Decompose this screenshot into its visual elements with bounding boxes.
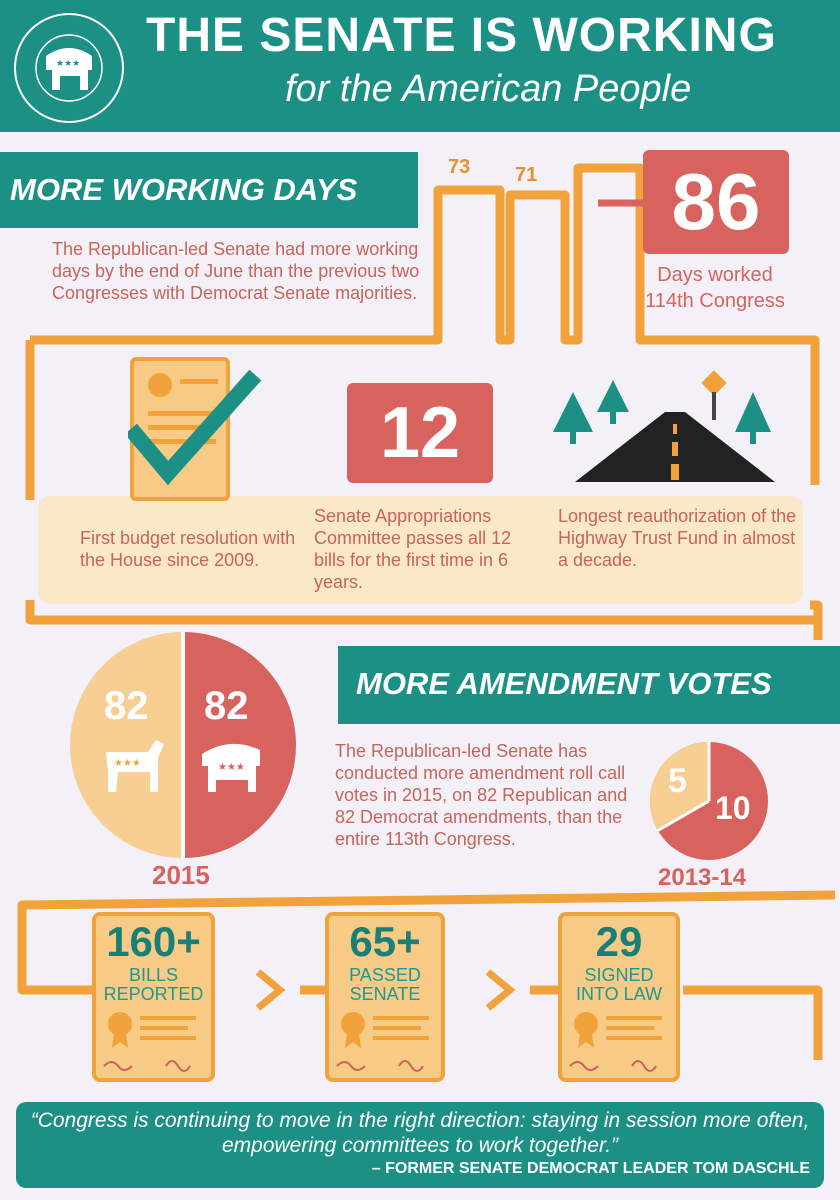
achievement-highway: Longest reauthorization of the Highway Trust Fund in almost a decade. xyxy=(558,506,797,570)
quote-text: “Congress is continuing to move in the right direction: staying in session more often, empowering committees to work together.” xyxy=(30,1109,810,1157)
bill-card-label-2: REPORTED xyxy=(103,984,204,1004)
page-subtitle: for the American People xyxy=(285,68,692,110)
bill-card-label-2: SENATE xyxy=(349,984,421,1004)
bill-card-number: 65+ xyxy=(349,918,421,965)
achievement-appropriations: Senate Appropriations Committee passes all 12 bills for the first time in 6 years. xyxy=(314,506,512,592)
document-check-icon xyxy=(128,355,268,505)
bill-card-label-1: BILLS xyxy=(128,965,179,985)
ribbon-seal-icon xyxy=(562,1004,676,1084)
achievement-budget: First budget resolution with the House since 2009. xyxy=(80,528,296,570)
ribbon-seal-icon xyxy=(96,1004,211,1084)
ribbon-seal-icon xyxy=(329,1004,441,1084)
days-worked-number: 86 xyxy=(671,157,761,246)
bar-value-73: 73 xyxy=(448,156,471,178)
pie-2013-republican-value: 10 xyxy=(715,790,751,826)
bill-card-number: 160+ xyxy=(106,918,201,965)
working-days-description: The Republican-led Senate had more working days by the end of June than the previous two Congresses with Democrat Senate majorities. xyxy=(52,239,420,303)
pie-2015-democrat-value: 82 xyxy=(104,684,149,728)
bar-value-71: 71 xyxy=(515,164,538,186)
svg-text:★★★: ★★★ xyxy=(114,758,141,769)
bill-card-label-2: INTO LAW xyxy=(575,984,662,1004)
bill-card-reported xyxy=(92,912,215,1082)
bill-card-signed xyxy=(558,912,680,1082)
bill-card-passed xyxy=(325,912,445,1082)
svg-text:★★★: ★★★ xyxy=(56,58,81,68)
days-worked-label xyxy=(630,262,800,314)
days-worked-box xyxy=(643,150,789,254)
svg-text:★★★: ★★★ xyxy=(218,762,245,773)
days-worked-label-2: 114th Congress xyxy=(645,290,785,312)
amendment-heading: MORE AMENDMENT VOTES xyxy=(356,666,772,701)
pie-2013-democrat-value: 5 xyxy=(668,762,687,800)
amendment-description: The Republican-led Senate has conducted more amendment roll call votes in 2015, on 82 Republican and 82 Democrat amendments, than the entire 113th Congress. xyxy=(335,741,628,849)
appropriations-box xyxy=(347,383,493,483)
page-title: THE SENATE IS WORKING xyxy=(146,9,777,62)
days-worked-label-1: Days worked xyxy=(657,264,773,286)
pie-2015-label: 2015 xyxy=(152,860,210,890)
pie-2015-republican-value: 82 xyxy=(204,684,249,728)
highway-icon xyxy=(545,370,777,490)
pie-2013-label: 2013-14 xyxy=(658,864,747,891)
quote-attribution: – FORMER SENATE DEMOCRAT LEADER TOM DASCHLE xyxy=(371,1160,810,1177)
working-days-heading: MORE WORKING DAYS xyxy=(10,172,358,207)
pie-2015 xyxy=(70,632,296,858)
bill-card-number: 29 xyxy=(595,918,643,965)
appropriations-number: 12 xyxy=(379,393,461,473)
quote-box xyxy=(16,1102,824,1188)
seal-logo xyxy=(8,10,130,126)
bill-card-label-1: SIGNED xyxy=(584,965,654,985)
bill-card-label-1: PASSED xyxy=(349,965,421,985)
